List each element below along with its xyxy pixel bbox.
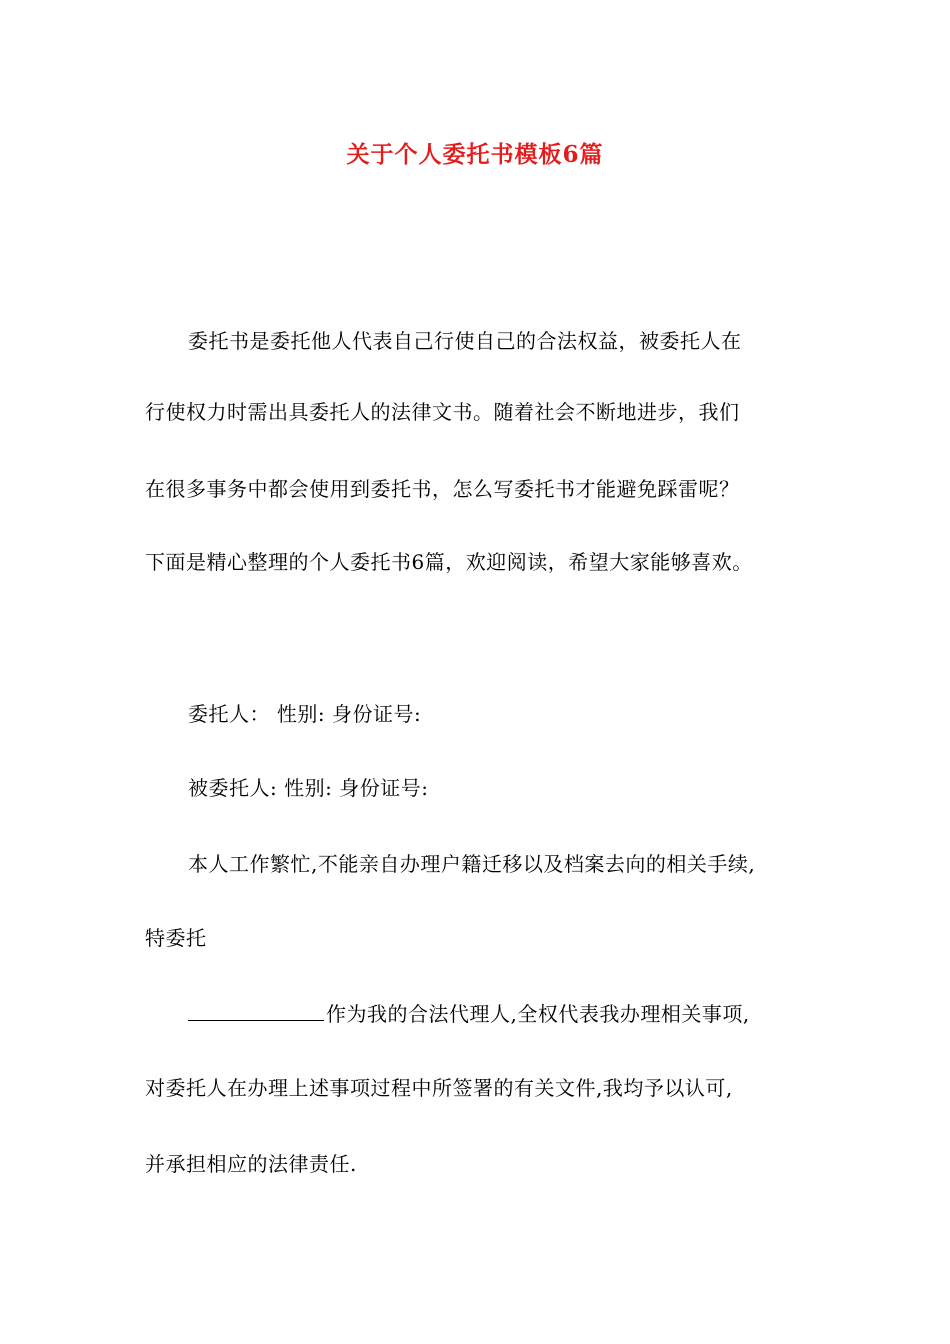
intro-line-1: 委托书是委托他人代表自己行使自己的合法权益，被委托人在: [188, 329, 742, 353]
intro-line-4: 下面是精心整理的个人委托书6篇，欢迎阅读，希望大家能够喜欢。: [145, 550, 753, 574]
body-line-3-container: [188, 1000, 750, 1028]
intro-line-3: 在很多事务中都会使用到委托书，怎么写委托书才能避免踩雷呢？: [145, 477, 740, 501]
body-line-1: 本人工作繁忙,不能亲自办理户籍迁移以及档案去向的相关手续,: [188, 852, 756, 876]
principal-line: 委托人： 性别: 身份证号:: [188, 702, 422, 726]
document-title: 关于个人委托书模板6篇: [346, 141, 604, 168]
body-line-2: 特委托: [145, 926, 207, 950]
agent-line: 被委托人: 性别: 身份证号:: [188, 776, 429, 800]
intro-line-2: 行使权力时需出具委托人的法律文书。随着社会不断地进步，我们: [145, 400, 740, 424]
agent-name-blank: [188, 1000, 324, 1021]
body-line-4: 对委托人在办理上述事项过程中所签署的有关文件,我均予以认可,: [145, 1076, 733, 1100]
body-line-5: 并承担相应的法律责任.: [145, 1152, 357, 1176]
body-line-3: 作为我的合法代理人,全权代表我办理相关事项,: [326, 1002, 750, 1026]
